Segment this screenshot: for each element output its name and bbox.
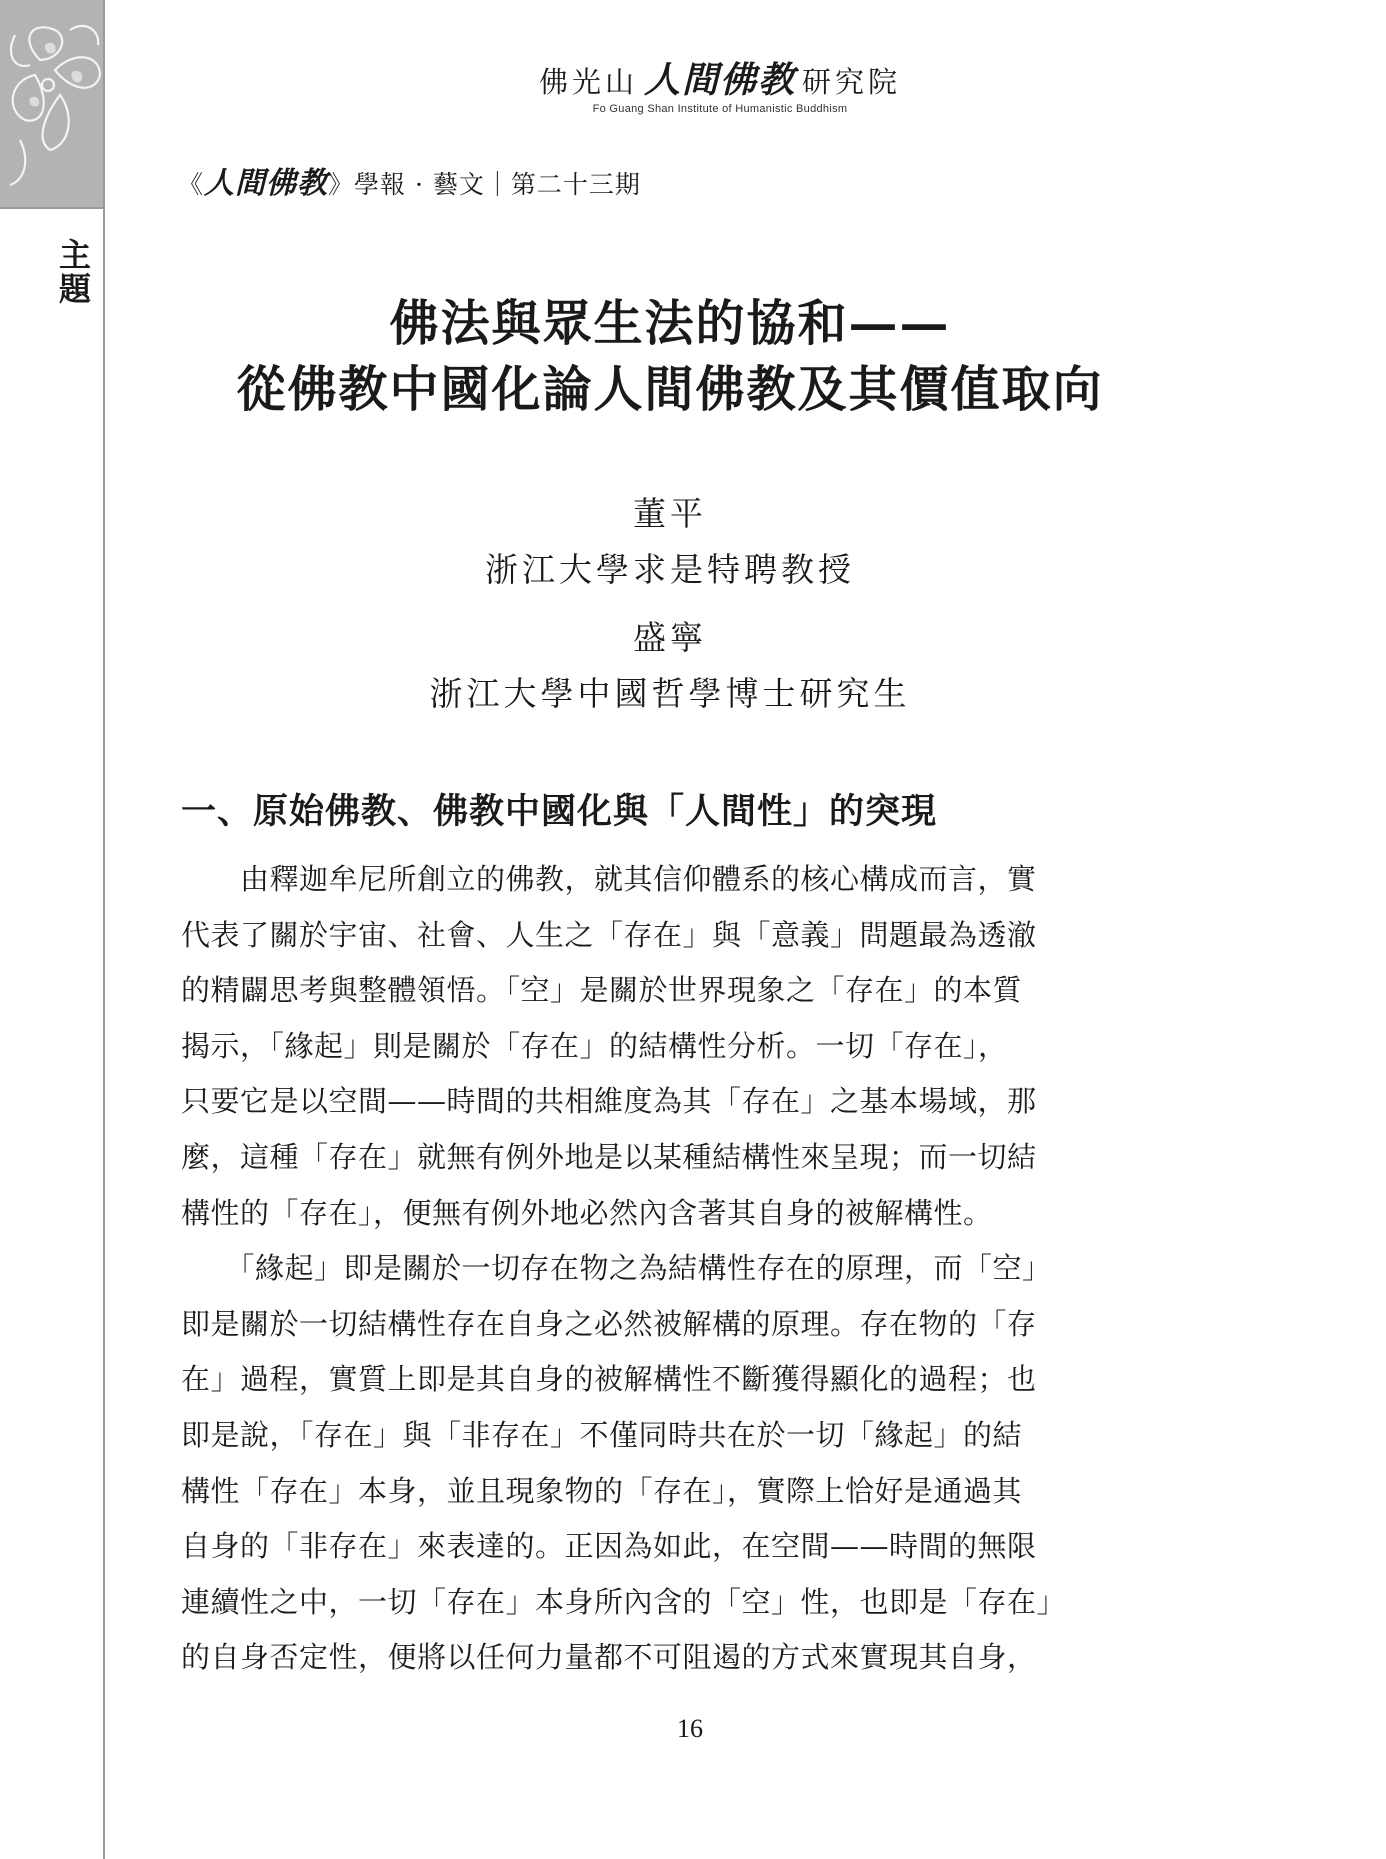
- body-line: 的精闢思考與整體領悟。「空」是關於世界現象之「存在」的本質: [181, 973, 1023, 1008]
- institute-header: [440, 60, 1000, 116]
- body-line: 即是說，「存在」與「非存在」不僅同時共在於一切「緣起」的結: [181, 1417, 1023, 1452]
- journal-running-header: [178, 166, 641, 203]
- institute-english-name: Fo Guang Shan Institute of Humanistic Buddhism: [592, 103, 848, 115]
- journal-brand-logotype: 人間佛教: [204, 166, 329, 201]
- body-line: 麼，這種「存在」就無有例外地是以某種結構性來呈現；而一切結: [181, 1139, 1037, 1174]
- lotus-flower-icon: [0, 0, 103, 207]
- body-line: 構性「存在」本身，並且現象物的「存在」，實際上恰好是通過其: [181, 1473, 1023, 1508]
- body-line: 代表了關於宇宙、社會、人生之「存在」與「意義」問題最為透澈: [181, 917, 1037, 952]
- side-vertical-rule: [103, 0, 105, 1859]
- article-title: [160, 290, 1180, 422]
- body-line: 的自身否定性，便將以任何力量都不可阻遏的方式來實現其自身，: [181, 1640, 1037, 1675]
- body-paragraphs: [181, 852, 1191, 1686]
- author-1: [160, 490, 1180, 594]
- institute-name-pre: 佛光山: [538, 65, 638, 99]
- body-line: 只要它是以空間——時間的共相維度為其「存在」之基本場域，那: [181, 1084, 1037, 1119]
- side-horizontal-rule: [0, 207, 103, 209]
- body-line: 構性的「存在」，便無有例外地必然內含著其自身的被解構性。: [181, 1195, 993, 1230]
- body-line: 由釋迦牟尼所創立的佛教，就其信仰體系的核心構成而言，實: [181, 862, 1037, 896]
- body-line: 連續性之中，一切「存在」本身所內含的「空」性，也即是「存在」: [181, 1584, 1067, 1619]
- page-number: 16: [677, 1714, 703, 1743]
- institute-brand-logotype: 人間佛教: [643, 59, 796, 101]
- body-line: 自身的「非存在」來表達的。正因為如此，在空間——時間的無限: [181, 1529, 1037, 1564]
- body-line: 在」過程，實質上即是其自身的被解構性不斷獲得顯化的過程；也: [181, 1362, 1037, 1397]
- title-line-1: 佛法與眾生法的協和——: [389, 294, 951, 352]
- author-affiliation: 浙江大學求是特聘教授: [485, 550, 855, 589]
- body-line: 即是關於一切結構性存在自身之必然被解構的原理。存在物的「存: [181, 1306, 1037, 1341]
- section-heading: 一、原始佛教、佛教中國化與「人間性」的突現: [181, 791, 938, 832]
- author-affiliation: 浙江大學中國哲學博士研究生: [429, 674, 911, 713]
- author-name: 董平: [633, 494, 707, 533]
- institute-name: [440, 60, 1000, 102]
- topic-label: 主題: [54, 238, 92, 306]
- journal-issue-info: 》學報 · 藝文｜第二十三期: [328, 170, 641, 199]
- institute-name-post: 研究院: [802, 65, 902, 99]
- author-name: 盛寧: [633, 618, 707, 657]
- body-line: 揭示，「緣起」則是關於「存在」的結構性分析。一切「存在」，: [181, 1028, 1008, 1063]
- side-tab: [0, 0, 103, 207]
- body-line: 「緣起」即是關於一切存在物之為結構性存在的原理，而「空」: [181, 1251, 1052, 1286]
- author-2: [160, 614, 1180, 718]
- journal-open-bracket: 《: [178, 170, 205, 199]
- title-line-2: 從佛教中國化論人間佛教及其價值取向: [236, 360, 1104, 418]
